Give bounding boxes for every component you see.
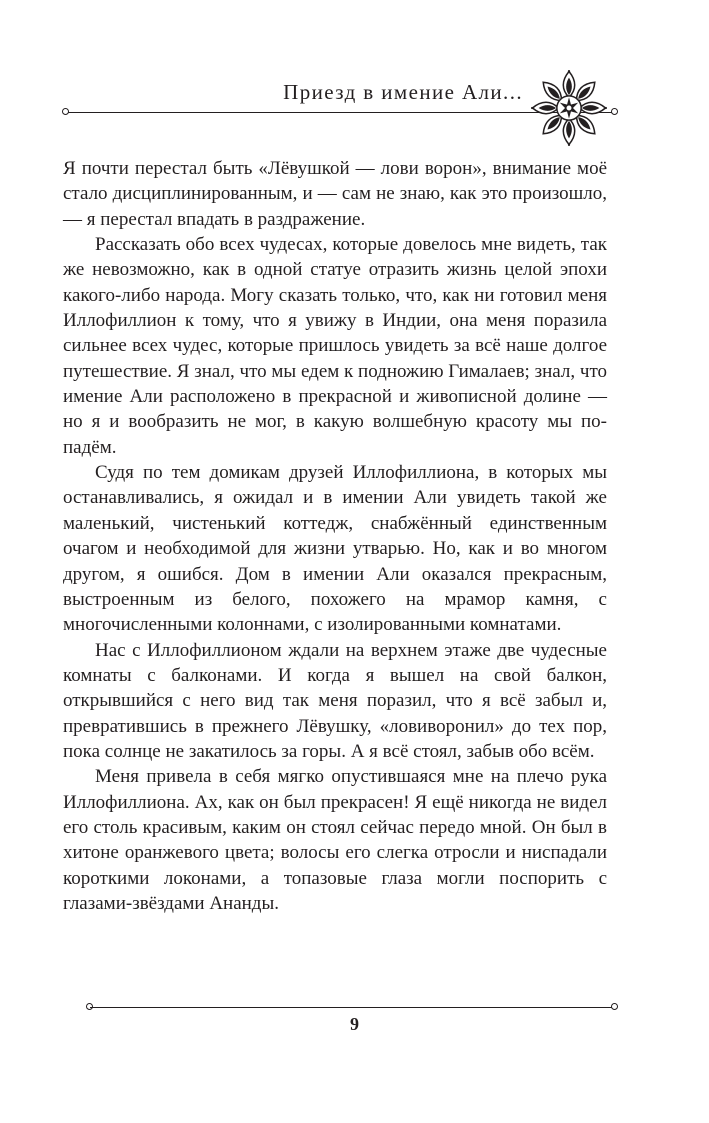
paragraph: Судя по тем домикам друзей Иллофиллиона, в которых мы останавливались, я ожидал и в имении Али увидеть такой же маленький, чистенький коттедж, снабжённый единственным очагом и необходимой для жизни утварью. Но, как и во многом другом, я ошибся. Дом в имении Али оказался прекрасным, выстроенным из белого, похожего на мрамор камня, с многочисленными колоннами, с изолированными комнатами.	[63, 462, 607, 636]
circle-dot-icon	[611, 108, 618, 115]
circle-dot-icon	[62, 108, 69, 115]
circle-dot-icon	[611, 1003, 618, 1010]
body-text	[63, 156, 607, 916]
paragraph: Я почти перестал быть «Лёвушкой — лови ворон», внимание моё стало дисциплинированным, и — сам не знаю, как это произошло, — я перестал впадать в раздражение.	[63, 158, 607, 230]
running-title: Приезд в имение Али...	[283, 80, 523, 104]
page-number: 9	[350, 1014, 359, 1034]
paragraph: Меня привела в себя мягко опустившаяся мне на плечо рука Иллофиллиона. Ах, как он был прекрасен! Я ещё никогда не видел его столь красивым, каким он стоял сейчас передо мной. Он был в хитоне оранжевого цвета; волосы его слегка отросли и ниспадали короткими локонами, а топазовые глаза могли поспорить с глазами-звёздами Ананды.	[63, 766, 607, 914]
paragraph: Рассказать обо всех чудесах, которые довелось мне видеть, так же невозможно, как в одной статуе отразить жизнь целой эпохи какого-либо народа. Могу сказать только, что, как ни готовил меня Иллофиллион к тому, что я увижу в Индии, она меня поразила сильнее всех чудес, которые пришлось увидеть за всё наше долгое путешествие. Я знал, что мы едем к подножию Гималаев; знал, что имение Али расположено в прекрасной и живописной долине — но я и вообразить не мог, в какую волшебную красоту мы попадём.	[63, 234, 607, 458]
footer-rule	[90, 1007, 614, 1008]
mandala-ornament-icon	[531, 70, 607, 146]
paragraph: Нас с Иллофиллионом ждали на верхнем этаже две чудесные комнаты с балконами. И когда я вышел на свой балкон, открывшийся с него вид так меня поразил, что я всё забыл и, превратившись в прежнего Лёвушку, «ловиворонил» до тех пор, пока солнце не закатилось за горы. А я всё стоял, забыв обо всём.	[63, 639, 607, 762]
